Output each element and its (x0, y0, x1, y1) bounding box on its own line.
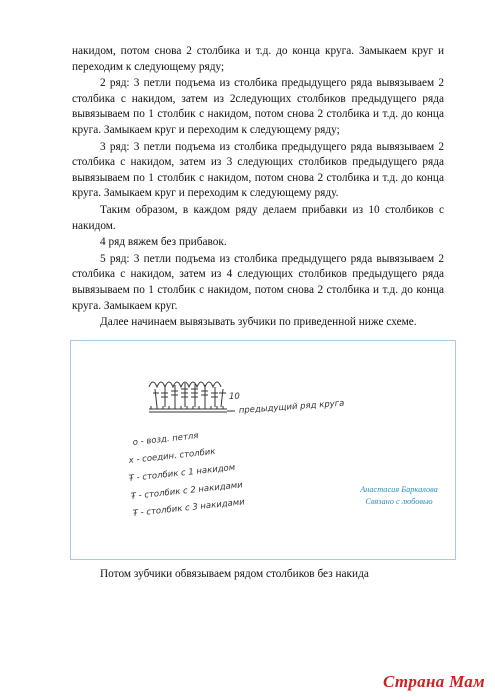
closing-paragraph: Потом зубчики обвязываем рядом столбиков без накида (100, 568, 369, 580)
legend-item-chain: о - возд. петля (132, 431, 199, 448)
scheme-label: предыдущий ряд круга (238, 398, 345, 416)
author-name: Анастасия Баркалова (360, 485, 438, 494)
paragraph-row-3: 3 ряд: 3 петли подъема из столбика предыдущего ряда вывязываем 2 столбика с накидом, затем из 3 следующих столбиков предыдущего ряда вывязываем по 1 столбик с накидом, потом снова 2 столбика и т.д. до конца круга. Замыкаем круг и переходим к следующему ряду. (72, 140, 444, 200)
paragraph-increase-note: Таким образом, в каждом ряду делаем прибавки из 10 столбиков с накидом. (72, 203, 444, 232)
paragraph-continuation: накидом, потом снова 2 столбика и т.д. до конца круга. Замыкаем круг и переходим к следующему ряду; (72, 45, 444, 73)
author-signature (349, 484, 449, 508)
author-note: Связано с любовью (365, 497, 433, 506)
site-watermark: Страна Мам (382, 672, 485, 691)
legend (127, 431, 245, 519)
handwritten-scheme (71, 341, 455, 559)
legend-item-dc3: Ŧ - столбик с 3 накидами (132, 497, 246, 519)
stitch-diagram (149, 382, 240, 412)
body-text (72, 44, 444, 332)
paragraph-row-5: 5 ряд: 3 петли подъема из столбика предыдущего ряда вывязываем 2 столбика с накидом, затем из 4 следующих столбиков предыдущего ряда вывязываем по 1 столбик с накидом, потом снова 2 столбика и т.д. до конца круга. Замыкаем круг. (72, 252, 444, 312)
paragraph-row-2: 2 ряд: 3 петли подъема из столбика предыдущего ряда вывязываем 2 столбика с накидом, затем из 2следующих столбиков предыдущего ряда вывязываем по 1 столбик с накидом, потом снова 2 столбика и т.д. до конца круга. Замыкаем круг и переходим к следующему ряду; (72, 77, 444, 136)
paragraph-row-4: 4 ряд вяжем без прибавок. (100, 236, 227, 249)
svg-text:10: 10 (229, 392, 240, 402)
legend-item-dc2: Ŧ - столбик с 2 накидами (130, 480, 244, 502)
legend-item-dc1: Ŧ - столбик с 1 накидом (128, 462, 236, 484)
paragraph-scheme-intro: Далее начинаем вывязывать зубчики по приведенной ниже схеме. (100, 316, 417, 329)
legend-item-slip-stitch: х - соедин. столбик (128, 446, 216, 466)
crochet-scheme-figure (70, 340, 456, 560)
